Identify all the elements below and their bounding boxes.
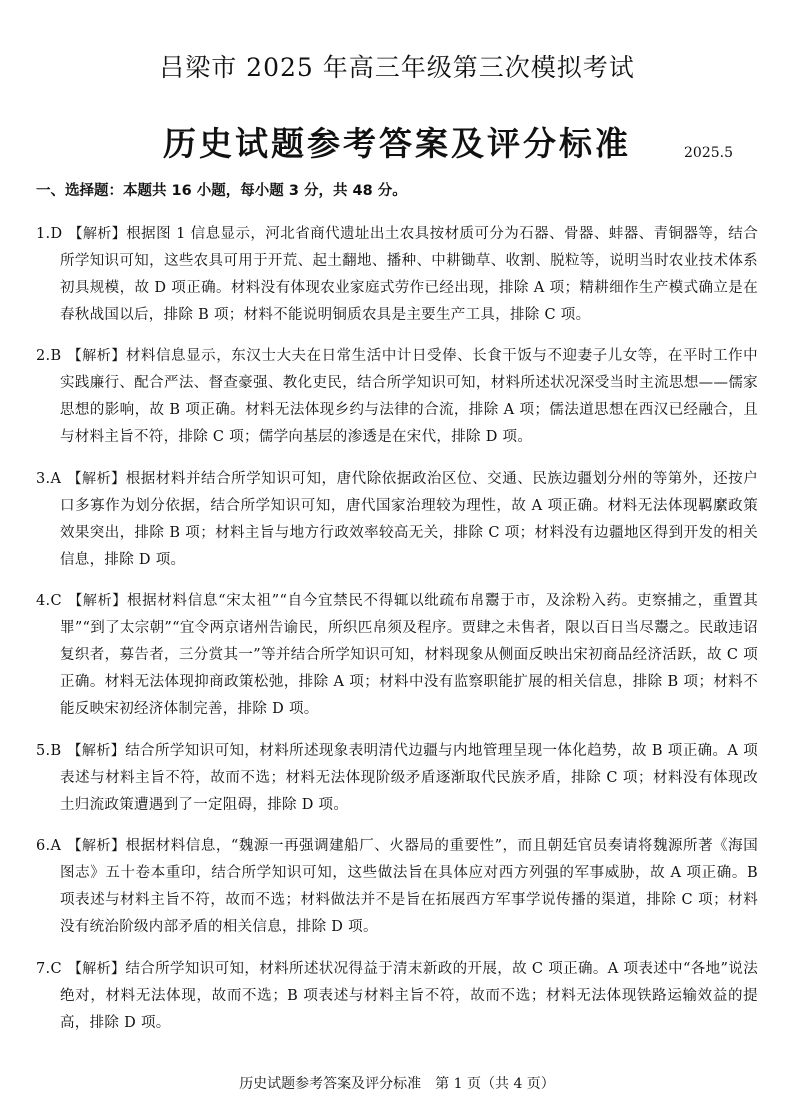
analysis-tag: 【解析】 [67, 593, 127, 609]
question-number: 1. [36, 225, 51, 242]
question-number: 3. [36, 470, 51, 487]
answer-item [36, 466, 758, 574]
analysis-tag: 【解析】 [67, 470, 126, 487]
answer-item [36, 588, 758, 723]
analysis-tag: 【解析】 [67, 742, 126, 759]
exam-title: 吕梁市 2025 年高三年级第三次模拟考试 [159, 53, 635, 82]
analysis-text: 材料信息显示，东汉士大夫在日常生活中计日受俸、长食干饭与不迎妻子儿女等，在平时工作中实践廉行、配合严法、督查豪强、教化吏民，结合所学知识可知，材料所述状况深受当时主流思想——儒家思想的影响，故 B 项正确。材料无法体现乡约与法律的合流，排除 A 项；儒法道思想在西汉已经融合，且与材料主旨不符，排除 C 项；儒学向基层的渗透是在宋代，排除 D 项。 [60, 348, 758, 445]
answer-item [36, 956, 758, 1037]
analysis-tag: 【解析】 [67, 960, 126, 977]
answer-letter: B [50, 348, 62, 364]
answer-item [36, 833, 758, 941]
answer-letter: D [50, 225, 63, 242]
answer-list [36, 206, 758, 1042]
section-heading: 一、选择题：本题共 16 小题，每小题 3 分，共 48 分。 [36, 183, 407, 199]
document-date: 2025.5 [684, 145, 733, 161]
analysis-text: 结合所学知识可知，材料所述现象表明清代边疆与内地管理呈现一体化趋势，故 B 项正确。A 项表述与材料主旨不符，故而不选；材料无法体现阶级矛盾逐渐取代民族矛盾，排除 C 项；材料没有体现改土归流政策遭遇到了一定阻碍，排除 D 项。 [60, 742, 759, 813]
analysis-text: 结合所学知识可知，材料所述状况得益于清末新政的开展，故 C 项正确。A 项表述中“各地”说法绝对，材料无法体现，故而不选；B 项表述与材料主旨不符，故而不选；材料无法体现铁路运输效益的提高，排除 D 项。 [60, 960, 759, 1031]
answer-item [36, 221, 758, 329]
page-footer: 历史试题参考答案及评分标准 第 1 页（共 4 页） [239, 1076, 555, 1092]
question-number: 2. [36, 348, 51, 364]
question-number: 7. [36, 960, 51, 977]
analysis-text: 根据材料信息，“魏源一再强调建船厂、火器局的重要性”，而且朝廷官员奏请将魏源所著《海国图志》五十卷本重印，结合所学知识可知，这些做法旨在具体应对西方列强的军事威胁，故 A 项正确。B 项表述与材料主旨不符，故而不选；材料做法并不是旨在拓展西方军事学说传播的渠道，排除 C 项；材料没有统治阶级内部矛盾的相关信息，排除 D 项。 [60, 838, 758, 935]
document-title: 历史试题参考答案及评分标准 [163, 124, 631, 163]
question-number: 4. [36, 593, 51, 609]
analysis-tag: 【解析】 [67, 348, 126, 364]
analysis-text: 根据图 1 信息显示，河北省商代遗址出土农具按材质可分为石器、骨器、蚌器、青铜器等，结合所学知识可知，这些农具可用于开荒、起土翻地、播种、中耕锄草、收割、脱粒等，说明当时农业技术体系初具规模，故 D 项正确。材料没有体现农业家庭式劳作已经出现，排除 A 项；精耕细作生产模式确立是在春秋战国以后，排除 B 项；材料不能说明铜质农具是主要生产工具，排除 C 项。 [60, 225, 759, 323]
answer-item [36, 343, 758, 451]
analysis-text: 根据材料并结合所学知识可知，唐代除依据政治区位、交通、民族边疆划分州的等第外，还按户口多寡作为划分依据，结合所学知识可知，唐代国家治理较为理性，故 A 项正确。材料无法体现羁縻政策效果突出，排除 B 项；材料主旨与地方行政效率较高无关，排除 C 项；材料没有边疆地区得到开发的相关信息，排除 D 项。 [60, 470, 758, 568]
answer-letter: A [50, 838, 62, 854]
answer-letter: C [50, 960, 62, 977]
answer-item [36, 738, 758, 819]
answer-letter: B [50, 742, 62, 759]
question-number: 5. [36, 742, 51, 759]
answer-letter: C [50, 593, 62, 609]
answer-letter: A [50, 470, 62, 487]
analysis-text: 根据材料信息“宋太祖”“自今宜禁民不得辄以纰疏布帛鬻于市，及涂粉入药。吏察捕之，重置其罪”“到了太宗朝”“宜令两京诸州告谕民，所织匹帛须及程序。贾肆之未售者，限以百日当尽鬻之。民敢违诏复织者，募告者，三分赏其一”等并结合所学知识可知，材料现象从侧面反映出宋初商品经济活跃，故 C 项正确。材料无法体现抑商政策松弛，排除 A 项；材料中没有监察职能扩展的相关信息，排除 B 项；材料不能反映宋初经济体制完善，排除 D 项。 [60, 593, 758, 717]
question-number: 6. [36, 838, 51, 854]
analysis-tag: 【解析】 [68, 225, 127, 242]
analysis-tag: 【解析】 [67, 838, 126, 854]
